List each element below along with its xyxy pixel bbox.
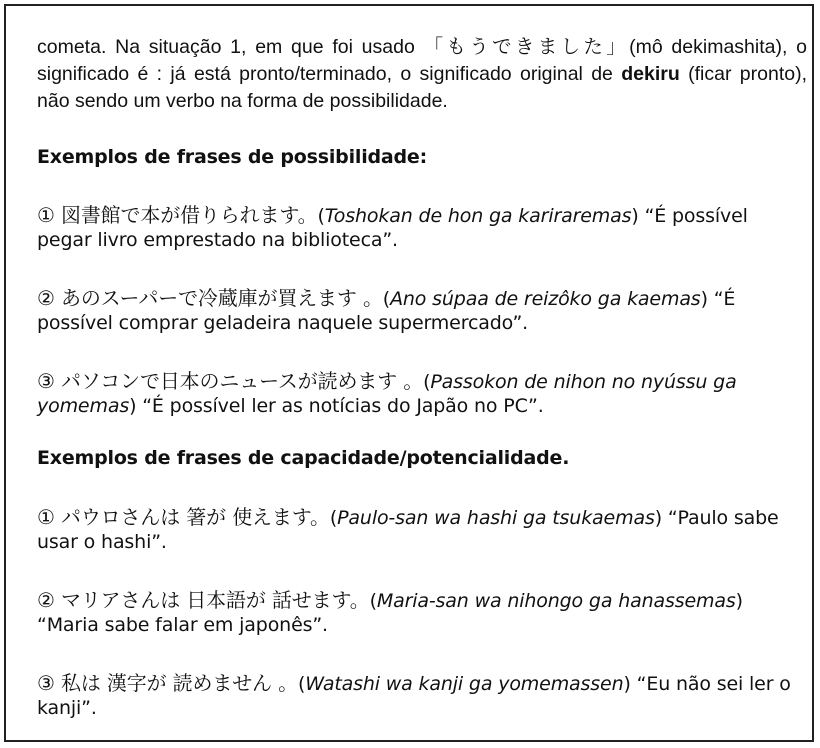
- text-box-frame: [4, 4, 814, 742]
- text-box-content: [37, 34, 807, 720]
- example-capacity-1: ① パウロさんは 箸が 使えます。(Paulo-san wa hashi ga tsukaemas) “Paulo sabe usar o hashi”.: [37, 505, 779, 553]
- example-translation: “Maria sabe falar em japonês”.: [37, 614, 328, 636]
- section-heading-possibility: Exemplos de frases de possibilidade:: [37, 146, 428, 168]
- example-translation: “É possível comprar geladeira naquele supermercado”.: [37, 288, 736, 334]
- example-translation: “É possível ler as notícias do Japão no PC”.: [142, 395, 544, 417]
- example-japanese: ③ 私は 漢字が 読めません 。: [37, 671, 298, 695]
- example-possibility-3: ③ パソコンで日本のニュースが読めます 。(Passokon de nihon no nyússu ga yomemas) “É possível ler as notícias do Japão no PC”.: [37, 369, 737, 417]
- example-romaji: Paulo-san wa hashi ga tsukaemas: [337, 507, 655, 529]
- example-romaji: Maria-san wa nihongo ga hanassemas: [376, 590, 736, 612]
- example-capacity-3: ③ 私は 漢字が 読めません 。(Watashi wa kanji ga yomemassen) “Eu não sei ler o kanji”.: [37, 671, 791, 719]
- example-japanese: ① 図書館で本が借りられます。: [37, 203, 318, 227]
- intro-bold-term: dekiru: [621, 63, 680, 85]
- example-possibility-1: ① 図書館で本が借りられます。(Toshokan de hon ga kariraremas) “É possível pegar livro emprestado na biblioteca”.: [37, 203, 748, 251]
- example-possibility-2: ② あのスーパーで冷蔵庫が買えます 。(Ano súpaa de reizôko ga kaemas) “É possível comprar geladeira naquele supermercado”.: [37, 286, 736, 334]
- example-capacity-2: ② マリアさんは 日本語が 話せます。(Maria-san wa nihongo ga hanassemas) “Maria sabe falar em japonês”.: [37, 588, 743, 636]
- intro-text-start: cometa. Na situação 1, em que foi usado 「もうできました」(mô dekimashita), o significado é : já está pronto/terminado, o significado original de: [37, 36, 807, 85]
- example-japanese: ③ パソコンで日本のニュースが読めます 。: [37, 369, 424, 393]
- intro-text-end: (ficar pronto), não sendo um verbo na forma de possibilidade.: [37, 63, 808, 112]
- example-japanese: ② あのスーパーで冷蔵庫が買えます 。: [37, 286, 383, 310]
- example-japanese: ② マリアさんは 日本語が 話せます。: [37, 588, 370, 612]
- example-romaji: Ano súpaa de reizôko ga kaemas: [390, 288, 701, 310]
- example-romaji: Passokon de nihon no nyússu ga yomemas: [37, 371, 737, 417]
- section-heading-capacity: Exemplos de frases de capacidade/potencialidade.: [37, 447, 570, 469]
- example-translation: “Eu não sei ler o kanji”.: [37, 673, 791, 719]
- example-romaji: Watashi wa kanji ga yomemassen: [305, 673, 624, 695]
- example-translation: “Paulo sabe usar o hashi”.: [37, 507, 779, 553]
- intro-paragraph: [37, 34, 807, 115]
- example-translation: “É possível pegar livro emprestado na biblioteca”.: [37, 205, 748, 251]
- example-japanese: ① パウロさんは 箸が 使えます。: [37, 505, 330, 529]
- example-romaji: Toshokan de hon ga kariraremas: [324, 205, 632, 227]
